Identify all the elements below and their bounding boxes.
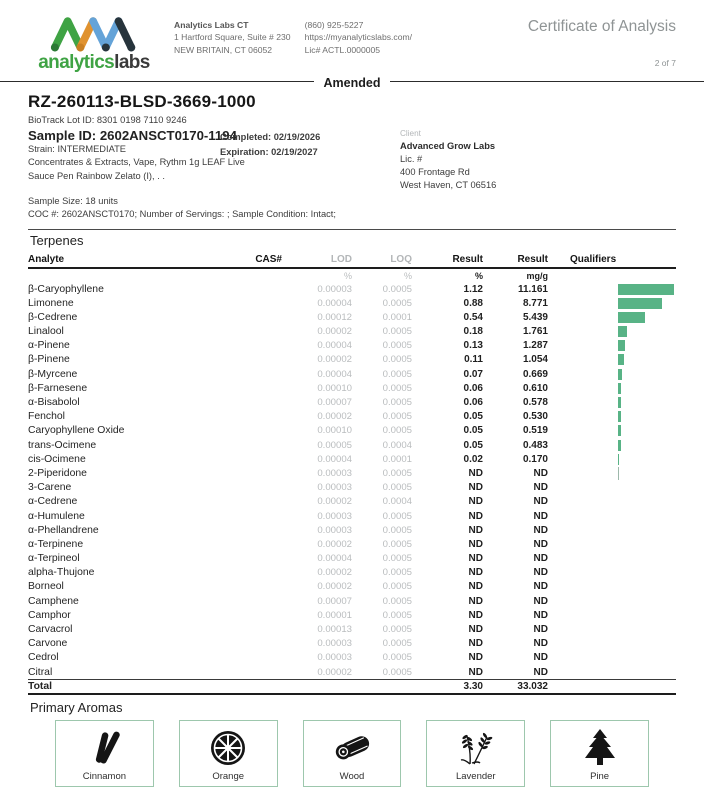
col-result-pct: Result bbox=[452, 253, 483, 265]
table-row bbox=[28, 523, 676, 537]
result-pct-cell: ND bbox=[468, 510, 483, 522]
result-mgg-cell: 0.483 bbox=[522, 439, 548, 451]
analyte-cell: Carvone bbox=[28, 638, 68, 650]
result-mgg-cell: 0.530 bbox=[522, 411, 548, 423]
analyte-cell: Caryophyllene Oxide bbox=[28, 425, 125, 437]
lab-name: Analytics Labs CT bbox=[174, 20, 249, 30]
terpene-rows bbox=[28, 282, 676, 679]
completed-date: Completed: 02/19/2026 bbox=[220, 132, 321, 142]
lod-cell: 0.00007 bbox=[317, 595, 352, 607]
aroma-box-orange bbox=[179, 720, 278, 787]
result-bar bbox=[618, 440, 621, 451]
client-address-1: 400 Frontage Rd bbox=[400, 167, 470, 178]
bar-cell bbox=[618, 466, 676, 480]
loq-cell: 0.0001 bbox=[382, 453, 412, 465]
loq-cell: 0.0005 bbox=[382, 567, 412, 579]
result-bar bbox=[618, 340, 625, 351]
lod-cell: 0.00002 bbox=[317, 411, 352, 423]
loq-cell: 0.0005 bbox=[382, 553, 412, 565]
col-cas: CAS# bbox=[255, 253, 282, 265]
cinnamon-sticks-icon bbox=[87, 721, 121, 771]
logo-mountains-icon bbox=[48, 12, 140, 52]
result-bar bbox=[618, 312, 645, 323]
result-pct-cell: 0.11 bbox=[464, 354, 483, 366]
analyte-cell: Borneol bbox=[28, 581, 64, 593]
lab-website: https://myanalyticslabs.com/ bbox=[304, 32, 413, 43]
analyte-cell: alpha-Thujone bbox=[28, 567, 95, 579]
logo-wordmark bbox=[28, 53, 160, 72]
loq-cell: 0.0005 bbox=[382, 581, 412, 593]
result-pct-cell: 0.02 bbox=[463, 453, 483, 465]
lod-cell: 0.00004 bbox=[317, 453, 352, 465]
result-pct-cell: 0.18 bbox=[463, 326, 483, 338]
loq-cell: 0.0005 bbox=[382, 652, 412, 664]
lab-address-line2: NEW BRITAIN, CT 06052 bbox=[174, 44, 273, 55]
lod-cell: 0.00007 bbox=[317, 397, 352, 409]
loq-cell: 0.0005 bbox=[382, 595, 412, 607]
table-row bbox=[28, 594, 676, 608]
strain-line: Strain: INTERMEDIATE bbox=[28, 144, 126, 154]
unit-lod: % bbox=[343, 270, 352, 281]
bar-cell bbox=[618, 665, 676, 679]
col-analyte: Analyte bbox=[28, 253, 65, 265]
table-row bbox=[28, 325, 676, 339]
result-mgg-cell: ND bbox=[533, 553, 548, 565]
table-row bbox=[28, 552, 676, 566]
result-mgg-cell: 0.519 bbox=[522, 425, 548, 437]
lod-cell: 0.00002 bbox=[317, 581, 352, 593]
result-pct-cell: ND bbox=[468, 482, 483, 494]
table-row bbox=[28, 310, 676, 324]
aroma-label: Lavender bbox=[455, 770, 496, 782]
bar-cell bbox=[618, 622, 676, 636]
lod-cell: 0.00004 bbox=[317, 297, 352, 309]
lod-cell: 0.00003 bbox=[317, 467, 352, 479]
logo-word-labs: labs bbox=[114, 52, 150, 73]
result-mgg-cell: 1.287 bbox=[522, 340, 548, 352]
col-lod: LOD bbox=[330, 253, 352, 265]
sample-size: Sample Size: 18 units bbox=[28, 196, 118, 206]
analyte-cell: Limonene bbox=[28, 297, 74, 309]
table-total-row bbox=[28, 679, 676, 695]
result-mgg-cell: 1.054 bbox=[522, 354, 548, 366]
sample-meta bbox=[28, 195, 676, 222]
result-bar bbox=[618, 326, 627, 337]
analyte-cell: β-Myrcene bbox=[28, 368, 78, 380]
table-row bbox=[28, 622, 676, 636]
result-mgg-cell: 5.439 bbox=[522, 311, 548, 323]
analyte-cell: Citral bbox=[28, 666, 53, 678]
bar-cell bbox=[618, 452, 676, 466]
lod-cell: 0.00003 bbox=[317, 524, 352, 536]
result-bar bbox=[618, 425, 621, 436]
result-pct-cell: ND bbox=[468, 581, 483, 593]
analyte-cell: Cedrol bbox=[28, 652, 59, 664]
loq-cell: 0.0004 bbox=[382, 496, 412, 508]
result-pct-cell: ND bbox=[468, 624, 483, 636]
result-pct-cell: ND bbox=[468, 467, 483, 479]
result-mgg-cell: 0.170 bbox=[522, 453, 548, 465]
loq-cell: 0.0005 bbox=[382, 354, 412, 366]
lod-cell: 0.00004 bbox=[317, 368, 352, 380]
lod-cell: 0.00002 bbox=[317, 496, 352, 508]
result-mgg-cell: ND bbox=[533, 510, 548, 522]
result-mgg-cell: ND bbox=[533, 666, 548, 678]
lod-cell: 0.00002 bbox=[317, 567, 352, 579]
table-row bbox=[28, 395, 676, 409]
sample-id: Sample ID: 2602ANSCT0170-1194 bbox=[28, 128, 237, 143]
page-indicator: 2 of 7 bbox=[654, 58, 676, 68]
loq-cell: 0.0005 bbox=[382, 283, 412, 295]
result-mgg-cell: 8.771 bbox=[522, 297, 548, 309]
result-pct-cell: ND bbox=[468, 553, 483, 565]
table-units-row bbox=[28, 270, 676, 282]
aroma-box-wood bbox=[303, 720, 402, 787]
lod-cell: 0.00001 bbox=[317, 609, 352, 621]
result-bar bbox=[618, 411, 621, 422]
result-mgg-cell: ND bbox=[533, 538, 548, 550]
bar-cell bbox=[618, 637, 676, 651]
wood-log-icon bbox=[330, 721, 374, 771]
loq-cell: 0.0005 bbox=[382, 425, 412, 437]
table-row bbox=[28, 637, 676, 651]
lab-phone-block bbox=[305, 19, 412, 56]
result-mgg-cell: ND bbox=[533, 567, 548, 579]
result-pct-cell: ND bbox=[468, 595, 483, 607]
client-address-2: West Haven, CT 06516 bbox=[400, 180, 497, 191]
bar-cell bbox=[618, 282, 676, 296]
table-row bbox=[28, 339, 676, 353]
lod-cell: 0.00004 bbox=[317, 553, 352, 565]
unit-result-mgg: mg/g bbox=[526, 270, 548, 281]
loq-cell: 0.0005 bbox=[382, 340, 412, 352]
bar-cell bbox=[618, 310, 676, 324]
header bbox=[28, 10, 676, 72]
table-row bbox=[28, 353, 676, 367]
table-row bbox=[28, 608, 676, 622]
result-bar bbox=[618, 298, 662, 309]
analyte-cell: α-Terpinene bbox=[28, 538, 84, 550]
analyte-cell: α-Pinene bbox=[28, 340, 70, 352]
client-name: Advanced Grow Labs bbox=[400, 140, 496, 151]
loq-cell: 0.0005 bbox=[382, 382, 412, 394]
lod-cell: 0.00012 bbox=[317, 311, 352, 323]
result-pct-cell: 0.05 bbox=[463, 439, 483, 451]
result-pct-cell: ND bbox=[468, 638, 483, 650]
dates-block bbox=[220, 130, 320, 160]
bar-cell bbox=[618, 367, 676, 381]
analyte-cell: α-Terpineol bbox=[28, 553, 80, 565]
analyte-cell: α-Humulene bbox=[28, 510, 85, 522]
result-pct-cell: 0.06 bbox=[463, 397, 483, 409]
loq-cell: 0.0005 bbox=[382, 666, 412, 678]
client-license: Lic. # bbox=[400, 153, 423, 164]
bar-cell bbox=[618, 395, 676, 409]
header-right bbox=[528, 10, 676, 68]
result-pct-cell: 0.88 bbox=[463, 297, 483, 309]
analyte-cell: α-Cedrene bbox=[28, 496, 78, 508]
loq-cell: 0.0005 bbox=[382, 538, 412, 550]
biotrack-lot-id: BioTrack Lot ID: 8301 0198 7110 9246 bbox=[28, 115, 187, 125]
lod-cell: 0.00010 bbox=[317, 425, 352, 437]
analyte-cell: β-Caryophyllene bbox=[28, 283, 104, 295]
result-mgg-cell: 1.761 bbox=[522, 326, 548, 338]
aromas-section-title: Primary Aromas bbox=[30, 700, 123, 716]
total-result-pct: 3.30 bbox=[463, 681, 483, 693]
aroma-label: Pine bbox=[590, 770, 610, 782]
result-mgg-cell: ND bbox=[533, 652, 548, 664]
sample-info-block bbox=[28, 128, 676, 191]
table-row bbox=[28, 424, 676, 438]
loq-cell: 0.0005 bbox=[382, 638, 412, 650]
result-pct-cell: ND bbox=[468, 666, 483, 678]
result-bar bbox=[618, 369, 622, 380]
table-row bbox=[28, 580, 676, 594]
table-row bbox=[28, 537, 676, 551]
analyte-cell: β-Cedrene bbox=[28, 311, 78, 323]
unit-loq: % bbox=[403, 270, 412, 281]
result-bar bbox=[618, 397, 621, 408]
result-pct-cell: ND bbox=[468, 609, 483, 621]
table-row bbox=[28, 296, 676, 310]
result-pct-cell: 0.05 bbox=[463, 425, 483, 437]
lod-cell: 0.00002 bbox=[317, 354, 352, 366]
col-qualifiers: Qualifiers bbox=[570, 253, 617, 265]
result-pct-cell: ND bbox=[468, 496, 483, 508]
table-row bbox=[28, 481, 676, 495]
result-mgg-cell: ND bbox=[533, 467, 548, 479]
result-pct-cell: 0.05 bbox=[463, 411, 483, 423]
orange-slice-icon bbox=[208, 721, 248, 771]
expiration-date: Expiration: 02/19/2027 bbox=[220, 146, 318, 157]
bar-cell bbox=[618, 651, 676, 665]
pine-tree-icon bbox=[582, 721, 618, 771]
bar-cell bbox=[618, 552, 676, 566]
lod-cell: 0.00003 bbox=[317, 652, 352, 664]
loq-cell: 0.0001 bbox=[382, 311, 412, 323]
batch-id-title: RZ-260113-BLSD-3669-1000 bbox=[28, 92, 256, 111]
loq-cell: 0.0005 bbox=[382, 482, 412, 494]
client-label: Client bbox=[400, 129, 421, 138]
loq-cell: 0.0004 bbox=[382, 439, 412, 451]
product-line-1: Concentrates & Extracts, Vape, Rythm 1g LEAF Live bbox=[28, 157, 245, 168]
bar-cell bbox=[618, 509, 676, 523]
aroma-box-cinnamon bbox=[55, 720, 154, 787]
lod-cell: 0.00003 bbox=[317, 638, 352, 650]
table-row bbox=[28, 665, 676, 679]
bar-cell bbox=[618, 523, 676, 537]
result-bar bbox=[618, 354, 624, 365]
bar-cell bbox=[618, 438, 676, 452]
result-mgg-cell: ND bbox=[533, 496, 548, 508]
loq-cell: 0.0005 bbox=[382, 467, 412, 479]
result-mgg-cell: ND bbox=[533, 482, 548, 494]
lod-cell: 0.00002 bbox=[317, 666, 352, 678]
total-label: Total bbox=[28, 681, 53, 693]
table-row bbox=[28, 452, 676, 466]
table-row bbox=[28, 566, 676, 580]
aroma-box-lavender bbox=[426, 720, 525, 787]
bar-cell bbox=[618, 410, 676, 424]
result-mgg-cell: 0.669 bbox=[522, 368, 548, 380]
table-row bbox=[28, 651, 676, 665]
result-mgg-cell: ND bbox=[533, 624, 548, 636]
bar-cell bbox=[618, 537, 676, 551]
logo-word-analytics: analytics bbox=[38, 52, 115, 73]
lab-contact-info bbox=[174, 10, 412, 56]
lod-cell: 0.00002 bbox=[317, 538, 352, 550]
lab-logo bbox=[28, 10, 160, 72]
aroma-label: Wood bbox=[339, 770, 365, 782]
analyte-cell: Camphene bbox=[28, 595, 79, 607]
analyte-cell: β-Pinene bbox=[28, 354, 70, 366]
result-mgg-cell: ND bbox=[533, 581, 548, 593]
bar-cell bbox=[618, 424, 676, 438]
result-bar bbox=[618, 454, 619, 465]
analyte-cell: trans-Ocimene bbox=[28, 439, 97, 451]
bar-cell bbox=[618, 325, 676, 339]
lod-cell: 0.00010 bbox=[317, 382, 352, 394]
loq-cell: 0.0005 bbox=[382, 397, 412, 409]
lod-cell: 0.00002 bbox=[317, 326, 352, 338]
result-mgg-cell: ND bbox=[533, 638, 548, 650]
aroma-label: Orange bbox=[212, 770, 245, 782]
lab-address-line1: 1 Hartford Square, Suite # 230 bbox=[174, 32, 291, 43]
table-row bbox=[28, 438, 676, 452]
analyte-cell: α-Phellandrene bbox=[28, 524, 99, 536]
bar-cell bbox=[618, 594, 676, 608]
coc-line: COC #: 2602ANSCT0170; Number of Servings: ; Sample Condition: Intact; bbox=[28, 209, 336, 220]
result-mgg-cell: ND bbox=[533, 609, 548, 621]
table-row bbox=[28, 381, 676, 395]
result-mgg-cell: 0.578 bbox=[522, 397, 548, 409]
loq-cell: 0.0005 bbox=[382, 368, 412, 380]
col-loq: LOQ bbox=[390, 253, 412, 265]
lod-cell: 0.00005 bbox=[317, 439, 352, 451]
table-row bbox=[28, 495, 676, 509]
lab-license: Lic# ACTL.0000005 bbox=[304, 44, 381, 55]
result-pct-cell: 0.06 bbox=[463, 382, 483, 394]
aroma-box-pine bbox=[550, 720, 649, 787]
document-title: Certificate of Analysis bbox=[527, 18, 676, 35]
result-mgg-cell: 0.610 bbox=[522, 382, 548, 394]
analyte-cell: α-Bisabolol bbox=[28, 397, 80, 409]
table-row bbox=[28, 410, 676, 424]
result-pct-cell: 0.07 bbox=[463, 368, 483, 380]
lod-cell: 0.00004 bbox=[317, 340, 352, 352]
client-block bbox=[400, 128, 496, 192]
analyte-cell: cis-Ocimene bbox=[28, 453, 86, 465]
bar-cell bbox=[618, 296, 676, 310]
aroma-boxes bbox=[55, 720, 649, 787]
loq-cell: 0.0005 bbox=[382, 297, 412, 309]
loq-cell: 0.0005 bbox=[382, 510, 412, 522]
lod-cell: 0.00013 bbox=[317, 624, 352, 636]
total-result-mgg: 33.032 bbox=[517, 681, 548, 693]
terpenes-section-title: Terpenes bbox=[30, 232, 84, 248]
bar-cell bbox=[618, 495, 676, 509]
result-mgg-cell: ND bbox=[533, 595, 548, 607]
result-pct-cell: ND bbox=[468, 538, 483, 550]
amended-divider bbox=[28, 74, 676, 88]
result-bar bbox=[618, 383, 621, 394]
loq-cell: 0.0005 bbox=[382, 624, 412, 636]
lab-address-block bbox=[174, 19, 291, 56]
bar-cell bbox=[618, 580, 676, 594]
loq-cell: 0.0005 bbox=[382, 411, 412, 423]
col-result-mgg: Result bbox=[517, 253, 548, 265]
bar-cell bbox=[618, 566, 676, 580]
lab-phone: (860) 925-5227 bbox=[304, 20, 364, 30]
lod-cell: 0.00003 bbox=[317, 482, 352, 494]
loq-cell: 0.0005 bbox=[382, 609, 412, 621]
analyte-cell: Linalool bbox=[28, 326, 64, 338]
table-row bbox=[28, 367, 676, 381]
result-pct-cell: 0.54 bbox=[463, 311, 483, 323]
result-mgg-cell: ND bbox=[533, 524, 548, 536]
lod-cell: 0.00003 bbox=[317, 510, 352, 522]
bar-cell bbox=[618, 481, 676, 495]
result-pct-cell: ND bbox=[468, 567, 483, 579]
loq-cell: 0.0005 bbox=[382, 524, 412, 536]
analyte-cell: Carvacrol bbox=[28, 624, 73, 636]
unit-result-pct: % bbox=[474, 270, 483, 281]
analyte-cell: Camphor bbox=[28, 609, 71, 621]
loq-cell: 0.0005 bbox=[382, 326, 412, 338]
lod-cell: 0.00003 bbox=[317, 283, 352, 295]
analyte-cell: 3-Carene bbox=[28, 482, 72, 494]
amended-label: Amended bbox=[314, 76, 391, 90]
chart-axis-tick bbox=[618, 467, 619, 480]
table-row bbox=[28, 509, 676, 523]
result-pct-cell: ND bbox=[468, 524, 483, 536]
result-pct-cell: 1.12 bbox=[463, 283, 483, 295]
analyte-cell: β-Farnesene bbox=[28, 382, 88, 394]
result-mgg-cell: 11.161 bbox=[517, 283, 548, 295]
result-bar bbox=[618, 284, 674, 295]
result-pct-cell: ND bbox=[468, 652, 483, 664]
bar-cell bbox=[618, 608, 676, 622]
lavender-sprig-icon bbox=[456, 721, 496, 771]
aroma-label: Cinnamon bbox=[82, 770, 127, 782]
table-header bbox=[28, 254, 676, 269]
bar-cell bbox=[618, 339, 676, 353]
bar-cell bbox=[618, 353, 676, 367]
product-line-2: Sauce Pen Rainbow Zelato (I), . . bbox=[28, 170, 165, 181]
analyte-cell: Fenchol bbox=[28, 411, 65, 423]
result-pct-cell: 0.13 bbox=[463, 340, 483, 352]
analyte-cell: 2-Piperidone bbox=[28, 467, 87, 479]
bar-cell bbox=[618, 381, 676, 395]
table-row bbox=[28, 466, 676, 480]
table-row bbox=[28, 282, 676, 296]
